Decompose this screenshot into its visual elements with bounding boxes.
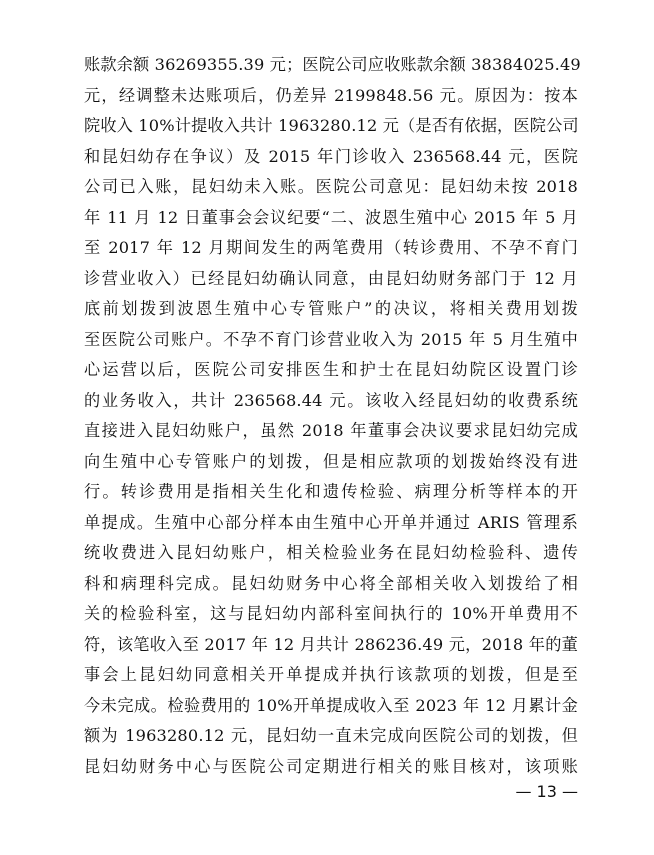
text-line: 院收入 10%计提收入共计 1963280.12 元（是否有依据，医院公司 [84,116,579,135]
text-line: 至医院公司账户。不孕不育门诊营业收入为 2015 年 5 月生殖中 [84,329,578,349]
text-line: 科和病理科完成。昆妇幼财务中心将全部相关收入划拨给了相 [84,573,578,593]
text-line: 直接进入昆妇幼账户，虽然 2018 年董事会决议要求昆妇幼完成 [84,421,578,440]
body-text [84,50,581,782]
text-line: 至 2017 年 12 月期间发生的两笔费用（转诊费用、不孕不育门 [84,238,578,257]
text-line: 和昆妇幼存在争议）及 2015 年门诊收入 236568.44 元，医院 [84,146,578,166]
text-line: 年 11 月 12 日董事会会议纪要“二、波恩生殖中心 2015 年 5 月 [84,207,578,227]
text-line: 诊营业收入）已经昆妇幼确认同意，由昆妇幼财务部门于 12 月 [84,268,578,288]
text-line: 账款余额 36269355.39 元；医院公司应收账款余额 38384025.49 [84,55,581,74]
text-line: 的业务收入，共计 236568.44 元。该收入经昆妇幼的收费系统 [84,390,578,410]
text-line: 向生殖中心专管账户的划拨，但是相应款项的划拨始终没有进 [84,451,578,471]
text-line: 行。转诊费用是指相关生化和遗传检验、病理分析等样本的开 [84,482,578,501]
text-line: 今未完成。检验费用的 10%开单提成收入至 2023 年 12 月累计金 [84,695,578,715]
text-line: 底前划拨到波恩生殖中心专管账户”的决议，将相关费用划拨 [84,299,578,318]
text-line: 昆妇幼财务中心与医院公司定期进行相关的账目核对，该项账 [84,756,578,776]
text-line: 符，该笔收入至 2017 年 12 月共计 286236.49 元，2018 年的董 [84,634,578,654]
text-line: 心运营以后，医院公司安排医生和护士在昆妇幼院区设置门诊 [84,360,578,379]
text-line: 单提成。生殖中心部分样本由生殖中心开单并通过 ARIS 管理系 [84,512,578,532]
text-line: 额为 1963280.12 元，昆妇幼一直未完成向医院公司的划拨，但 [84,726,578,745]
text-line: 关的检验科室，这与昆妇幼内部科室间执行的 10%开单费用不 [84,604,578,623]
text-line: 统收费进入昆妇幼账户，相关检验业务在昆妇幼检验科、遗传 [84,543,578,562]
text-line: 事会上昆妇幼同意相关开单提成并执行该款项的划拨，但是至 [84,665,578,684]
page-number: — 13 — [515,782,578,801]
text-line: 元，经调整未达账项后，仍差异 2199848.56 元。原因为：按本 [84,85,578,105]
text-line: 公司已入账，昆妇幼未入账。医院公司意见：昆妇幼未按 2018 [84,177,578,196]
